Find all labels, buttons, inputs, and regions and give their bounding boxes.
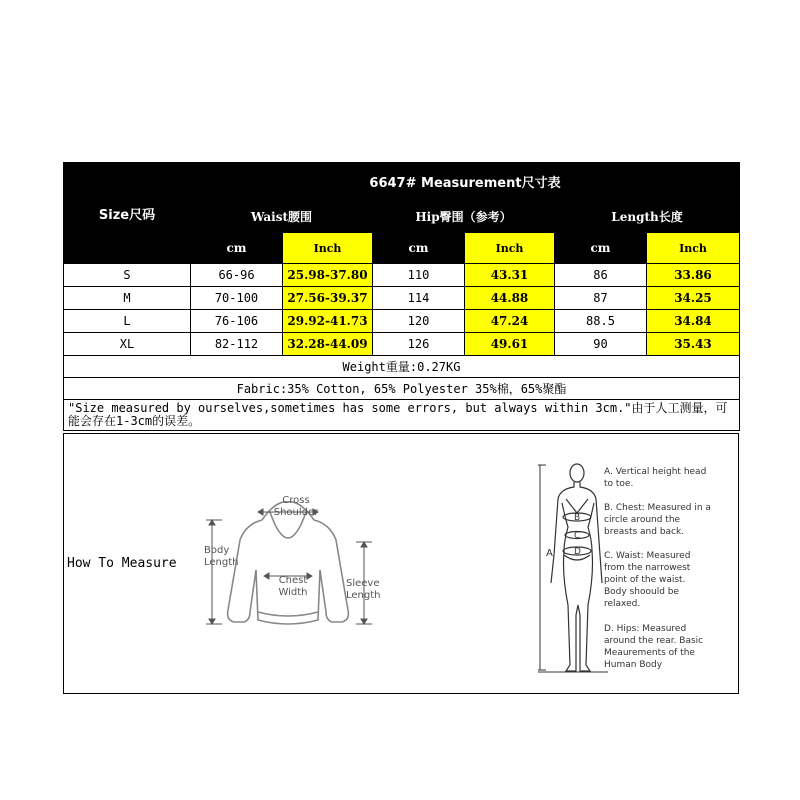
how-to-measure-heading: How To Measure: [67, 556, 177, 571]
table-title: 6647# Measurement尺寸表: [191, 163, 740, 200]
fabric-row: Fabric:35% Cotton, 65% Polyester 35%棉，65%聚酯: [64, 378, 740, 400]
legend-item-b: B. Chest: Measured in a circle around the breasts and back.: [604, 503, 711, 537]
cross-shoulder-label: Cross Shoulder: [273, 495, 319, 518]
hip-cm-cell: 126: [373, 333, 465, 356]
waist-header: Waist腰围: [191, 200, 373, 233]
waist-inch-cell: 32.28-44.09: [283, 333, 373, 356]
hip-header: Hip臀围（参考）: [373, 200, 555, 233]
legend-item-c: C. Waist: Measured from the narrowest point of the waist. Body shoould be relaxed.: [604, 551, 691, 609]
unit-inch: Inch: [283, 233, 373, 264]
sleeve-length-label: Sleeve Length: [346, 578, 381, 601]
waist-inch-cell: 25.98-37.80: [283, 264, 373, 287]
length-cm-cell: 87: [555, 287, 647, 310]
hip-inch-cell: 43.31: [465, 264, 555, 287]
waist-cm-cell: 76-106: [191, 310, 283, 333]
hip-inch-cell: 44.88: [465, 287, 555, 310]
body-length-label: Body Length: [204, 545, 239, 568]
size-chart-table: [63, 162, 740, 431]
chest-width-label: Chest Width: [278, 575, 308, 598]
table-row: [64, 310, 740, 333]
table-row: [64, 333, 740, 356]
measurement-note: "Size measured by ourselves,sometimes has some errors, but always within 3cm."由于人工测量，可能会存在1-3cm的误差。: [64, 400, 740, 431]
size-cell: XL: [64, 333, 191, 356]
size-cell: S: [64, 264, 191, 287]
unit-inch: Inch: [647, 233, 740, 264]
body-letter-a: A: [546, 548, 553, 559]
length-cm-cell: 88.5: [555, 310, 647, 333]
length-inch-cell: 34.25: [647, 287, 740, 310]
waist-inch-cell: 27.56-39.37: [283, 287, 373, 310]
hip-inch-cell: 49.61: [465, 333, 555, 356]
hip-cm-cell: 120: [373, 310, 465, 333]
length-header: Length长度: [555, 200, 740, 233]
waist-cm-cell: 66-96: [191, 264, 283, 287]
unit-cm: cm: [191, 233, 283, 264]
unit-cm: cm: [373, 233, 465, 264]
hip-cm-cell: 114: [373, 287, 465, 310]
table-row: [64, 264, 740, 287]
hip-inch-cell: 47.24: [465, 310, 555, 333]
table-row: [64, 287, 740, 310]
legend-item-d: D. Hips: Measured around the rear. Basic Meaurements of the Human Body: [604, 624, 704, 670]
legend-item-a: A. Vertical height head to toe.: [604, 467, 707, 489]
unit-inch: Inch: [465, 233, 555, 264]
waist-cm-cell: 70-100: [191, 287, 283, 310]
body-figure-diagram: [538, 455, 608, 685]
size-cell: M: [64, 287, 191, 310]
body-letter-b: B: [574, 513, 581, 523]
length-inch-cell: 33.86: [647, 264, 740, 287]
waist-cm-cell: 82-112: [191, 333, 283, 356]
length-cm-cell: 86: [555, 264, 647, 287]
length-inch-cell: 34.84: [647, 310, 740, 333]
length-inch-cell: 35.43: [647, 333, 740, 356]
body-letter-d: D: [574, 547, 581, 557]
hip-cm-cell: 110: [373, 264, 465, 287]
waist-inch-cell: 29.92-41.73: [283, 310, 373, 333]
size-header: Size尺码: [64, 163, 191, 264]
length-cm-cell: 90: [555, 333, 647, 356]
size-cell: L: [64, 310, 191, 333]
body-letter-c: C: [574, 531, 581, 541]
unit-cm: cm: [555, 233, 647, 264]
weight-row: Weight重量:0.27KG: [64, 356, 740, 378]
